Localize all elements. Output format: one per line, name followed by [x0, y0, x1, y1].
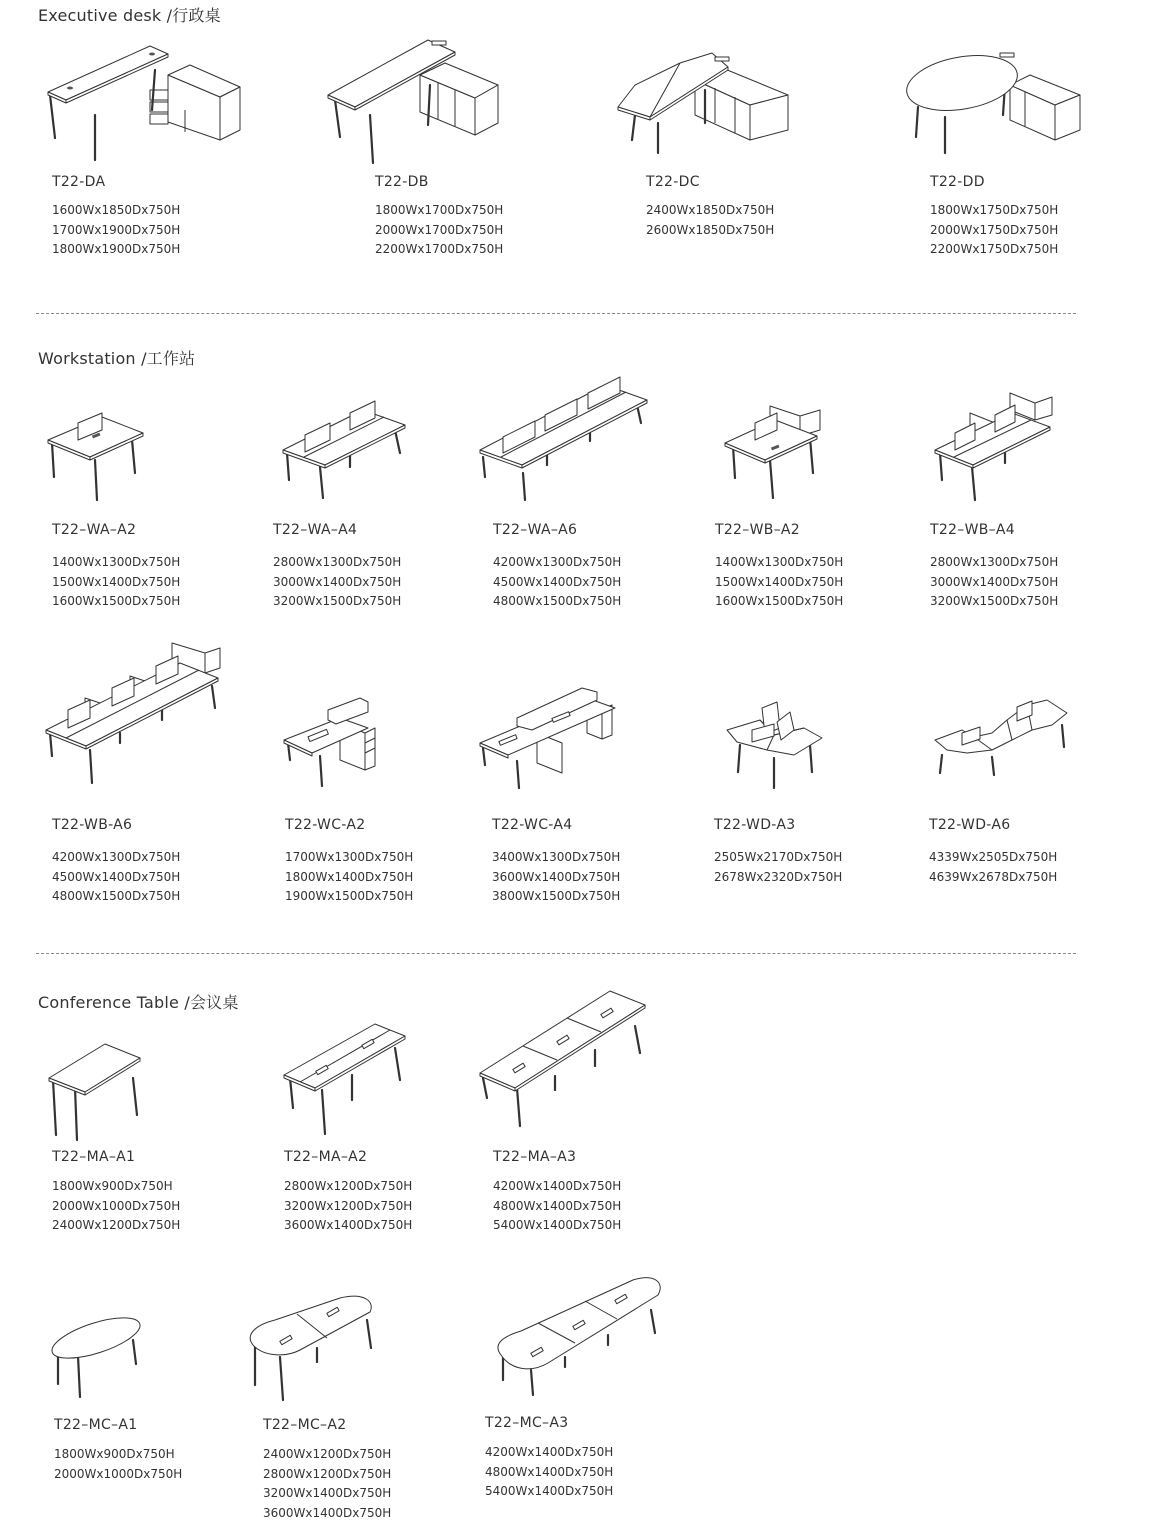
dimension-line: 1600Wx1850Dx750H [52, 203, 181, 217]
dimension-line: 1700Wx1300Dx750H [285, 850, 414, 864]
dimension-line: 4200Wx1300Dx750H [493, 555, 622, 569]
workstation-drawing [275, 395, 415, 505]
product-name: T22–MA–A3 [493, 1149, 577, 1165]
dimension-line: 1600Wx1500Dx750H [715, 594, 844, 608]
product-name: T22–MA–A1 [52, 1149, 136, 1165]
desk-drawing [320, 35, 510, 170]
workstation-drawing [932, 695, 1077, 785]
workstation-drawing [40, 405, 160, 505]
product-name: T22-WD-A3 [714, 817, 796, 833]
dimension-line: 1800Wx1400Dx750H [285, 869, 414, 884]
table-drawing [245, 1290, 380, 1405]
section-title-executive: Executive desk /行政桌 [38, 6, 221, 25]
table-drawing [45, 1040, 155, 1145]
product-card[interactable] [900, 45, 1140, 256]
product-card[interactable] [45, 1040, 285, 1232]
dimension-line: 3000Wx1400Dx750H [930, 574, 1059, 589]
product-card[interactable] [245, 1290, 485, 1520]
product-dimensions [493, 1177, 621, 1236]
product-dimensions [284, 1177, 412, 1236]
dimension-line: 3600Wx1400Dx750H [492, 869, 621, 884]
workstation-drawing [477, 683, 622, 793]
dimension-line: 1800Wx1700Dx750H [375, 203, 504, 217]
product-card[interactable] [40, 40, 280, 256]
product-dimensions [485, 1443, 613, 1502]
dimension-line: 1500Wx1400Dx750H [715, 574, 844, 589]
dimension-line: 2800Wx1300Dx750H [930, 555, 1059, 569]
dimension-line: 2000Wx1750Dx750H [930, 222, 1059, 237]
product-dimensions [52, 848, 180, 907]
table-drawing [280, 1020, 410, 1140]
workstation-drawing [280, 698, 390, 793]
section-title-workstation: Workstation /工作站 [38, 349, 196, 368]
product-card[interactable] [40, 638, 280, 903]
dimension-line: 4200Wx1400Dx750H [485, 1445, 614, 1459]
dimension-line: 1600Wx1500Dx750H [52, 594, 181, 608]
workstation-drawing [722, 700, 832, 790]
product-dimensions [492, 848, 620, 907]
dimension-line: 4339Wx2505Dx750H [929, 850, 1058, 864]
dimension-line: 3200Wx1400Dx750H [263, 1486, 392, 1500]
product-name: T22-DC [646, 174, 700, 190]
section-divider [36, 313, 1076, 314]
dimension-line: 3600Wx1400Dx750H [263, 1505, 392, 1520]
dimension-line: 2000Wx1000Dx750H [52, 1198, 181, 1213]
dimension-line: 3200Wx1200Dx750H [284, 1198, 413, 1213]
product-name: T22-WB-A6 [52, 817, 133, 833]
dimension-line: 4639Wx2678Dx750H [929, 869, 1058, 884]
dimension-line: 1400Wx1300Dx750H [715, 555, 844, 569]
dimension-line: 3600Wx1400Dx750H [284, 1218, 413, 1232]
product-dimensions [375, 201, 503, 260]
product-dimensions [493, 553, 621, 612]
dimension-line: 2000Wx1700Dx750H [375, 222, 504, 237]
product-dimensions [273, 553, 401, 612]
dimension-line: 1800Wx1750Dx750H [930, 203, 1059, 217]
dimension-line: 4800Wx1500Dx750H [493, 594, 622, 608]
dimension-line: 2400Wx1850Dx750H [646, 203, 775, 217]
dimension-line: 2800Wx1300Dx750H [273, 555, 402, 569]
dimension-line: 4500Wx1400Dx750H [493, 574, 622, 589]
dimension-line: 5400Wx1400Dx750H [493, 1218, 622, 1232]
product-card[interactable] [40, 405, 280, 608]
table-drawing [493, 1275, 668, 1400]
dimension-line: 4800Wx1400Dx750H [493, 1198, 622, 1213]
table-drawing [475, 988, 650, 1128]
dimension-line: 2200Wx1750Dx750H [930, 242, 1059, 256]
product-card[interactable] [477, 683, 717, 903]
product-dimensions [285, 848, 413, 907]
dimension-line: 4200Wx1300Dx750H [52, 850, 181, 864]
dimension-line: 2400Wx1200Dx750H [52, 1218, 181, 1232]
desk-drawing [900, 45, 1090, 165]
product-card[interactable] [475, 365, 715, 608]
dimension-line: 3200Wx1500Dx750H [930, 594, 1059, 608]
dimension-line: 2400Wx1200Dx750H [263, 1447, 392, 1461]
product-dimensions [52, 201, 180, 260]
product-name: T22–MA–A2 [284, 1149, 368, 1165]
product-card[interactable] [929, 695, 1150, 884]
product-dimensions [930, 201, 1058, 260]
product-dimensions [263, 1445, 391, 1523]
dimension-line: 5400Wx1400Dx750H [485, 1484, 614, 1498]
dimension-line: 2678Wx2320Dx750H [714, 869, 843, 884]
dimension-line: 2200Wx1700Dx750H [375, 242, 504, 256]
dimension-line: 4500Wx1400Dx750H [52, 869, 181, 884]
product-name: T22-WC-A2 [285, 817, 366, 833]
section-divider [36, 953, 1076, 954]
product-name: T22-WC-A4 [492, 817, 573, 833]
product-name: T22-DB [375, 174, 429, 190]
dimension-line: 1800Wx900Dx750H [54, 1447, 175, 1461]
product-card[interactable] [475, 988, 715, 1232]
product-name: T22-WD-A6 [929, 817, 1011, 833]
product-name: T22–WB–A2 [715, 522, 800, 538]
product-name: T22–MC–A1 [54, 1417, 138, 1433]
workstation-drawing [475, 365, 655, 505]
product-dimensions [52, 1177, 180, 1236]
product-dimensions [715, 553, 843, 612]
table-drawing [48, 1312, 148, 1402]
product-dimensions [714, 848, 842, 887]
dimension-line: 3400Wx1300Dx750H [492, 850, 621, 864]
product-dimensions [929, 848, 1057, 887]
desk-drawing [610, 45, 800, 165]
dimension-line: 1400Wx1300Dx750H [52, 555, 181, 569]
dimension-line: 1500Wx1400Dx750H [52, 574, 181, 589]
dimension-line: 4800Wx1500Dx750H [52, 889, 181, 903]
product-dimensions [646, 201, 774, 240]
dimension-line: 2800Wx1200Dx750H [284, 1179, 413, 1193]
product-card[interactable] [485, 1275, 733, 1498]
workstation-drawing [715, 398, 835, 503]
dimension-line: 2600Wx1850Dx750H [646, 222, 775, 237]
product-name: T22–WA–A6 [493, 522, 578, 538]
product-card[interactable] [320, 35, 560, 256]
dimension-line: 1900Wx1500Dx750H [285, 889, 414, 903]
dimension-line: 3200Wx1500Dx750H [273, 594, 402, 608]
dimension-line: 2800Wx1200Dx750H [263, 1466, 392, 1481]
product-name: T22-DA [52, 174, 106, 190]
dimension-line: 4200Wx1400Dx750H [493, 1179, 622, 1193]
dimension-line: 3800Wx1500Dx750H [492, 889, 621, 903]
section-title-conference: Conference Table /会议桌 [38, 993, 239, 1012]
product-card[interactable] [930, 385, 1150, 608]
product-name: T22–WA–A2 [52, 522, 137, 538]
product-name: T22–WB–A4 [930, 522, 1015, 538]
product-dimensions [930, 553, 1058, 612]
dimension-line: 1800Wx900Dx750H [52, 1179, 173, 1193]
desk-drawing [40, 40, 230, 170]
workstation-drawing [40, 638, 230, 788]
product-dimensions [54, 1445, 182, 1484]
product-card[interactable] [714, 700, 962, 884]
dimension-line: 4800Wx1400Dx750H [485, 1464, 614, 1479]
workstation-drawing [930, 385, 1060, 505]
product-card[interactable] [715, 398, 955, 608]
product-name: T22–MC–A3 [485, 1415, 569, 1431]
dimension-line: 3000Wx1400Dx750H [273, 574, 402, 589]
product-name: T22–WA–A4 [273, 522, 358, 538]
dimension-line: 1700Wx1900Dx750H [52, 222, 181, 237]
product-dimensions [52, 553, 180, 612]
product-name: T22-DD [930, 174, 985, 190]
product-card[interactable] [610, 45, 850, 237]
dimension-line: 2000Wx1000Dx750H [54, 1466, 183, 1481]
product-name: T22–MC–A2 [263, 1417, 347, 1433]
dimension-line: 2505Wx2170Dx750H [714, 850, 843, 864]
dimension-line: 1800Wx1900Dx750H [52, 242, 181, 256]
